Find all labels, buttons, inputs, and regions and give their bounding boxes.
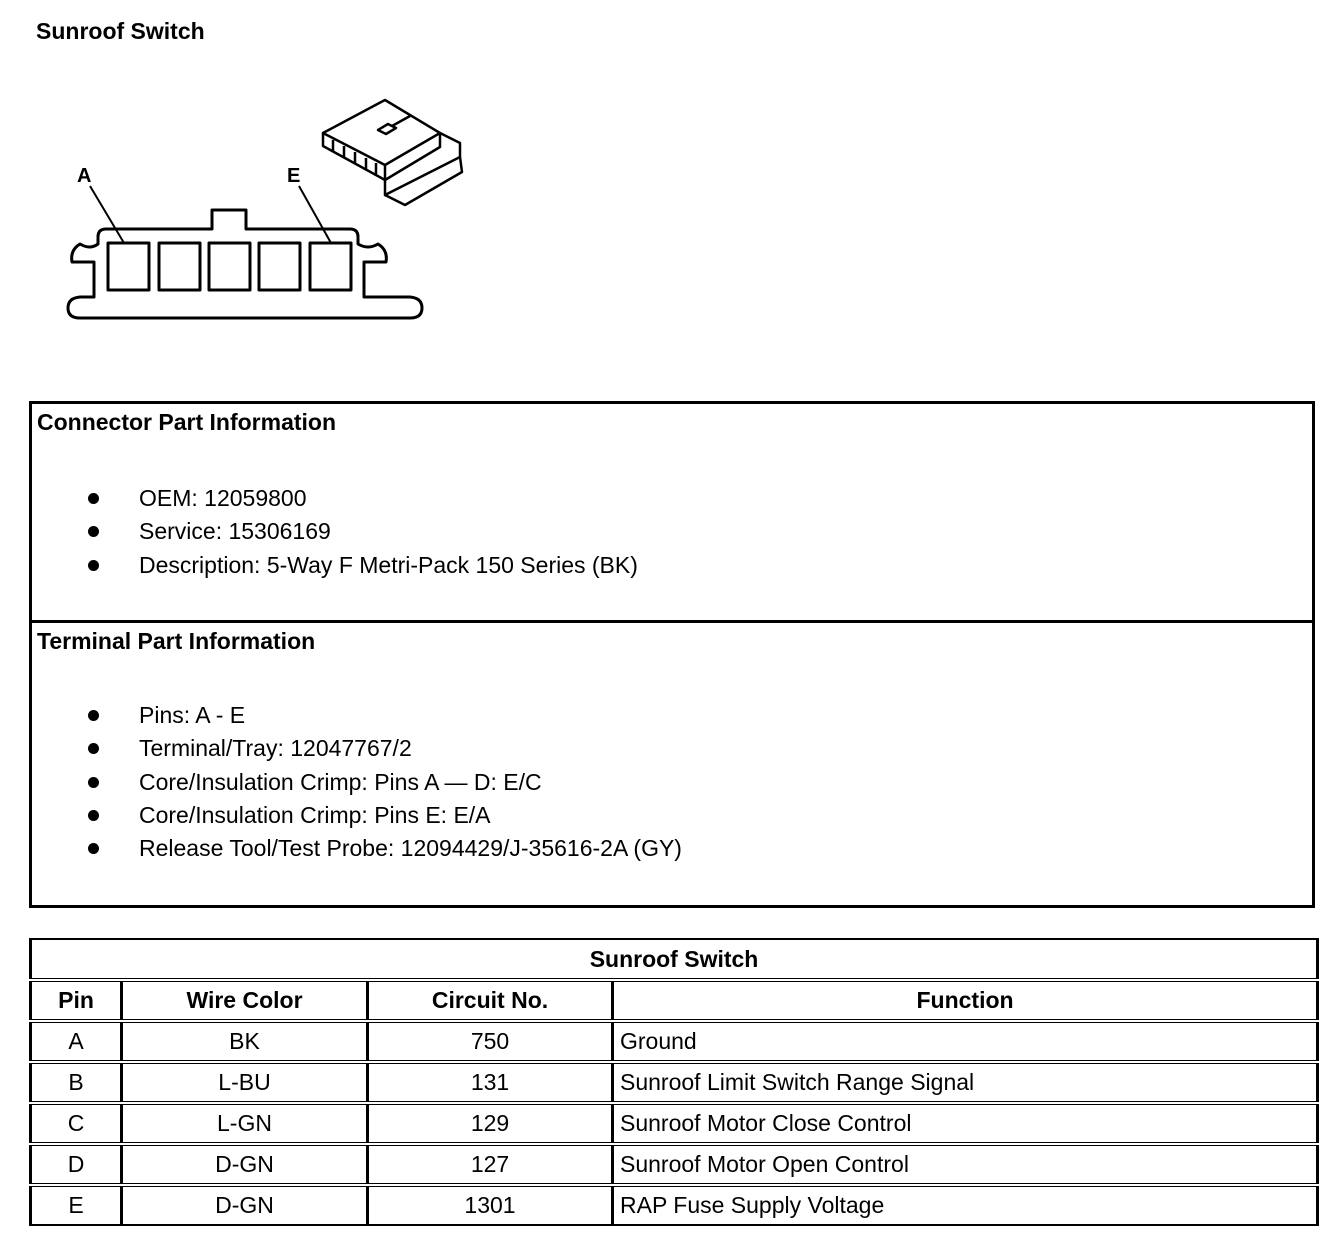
column-header-wire-color: Wire Color xyxy=(122,980,368,1021)
table-row xyxy=(31,1144,1318,1185)
connector-part-info-heading: Connector Part Information xyxy=(37,409,337,435)
terminal-part-info-heading: Terminal Part Information xyxy=(37,628,316,654)
circuit-no-cell: 127 xyxy=(368,1144,613,1185)
cavity-a xyxy=(108,243,149,290)
connector-part-info-section: Connector Part Information OEM: 12059800 Service: 15306169 Description: 5-Way F Metri-Pack 150 Series (BK) xyxy=(32,404,1312,623)
pin-table xyxy=(29,938,1319,1226)
column-header-function: Function xyxy=(613,980,1318,1021)
table-title-row xyxy=(31,939,1318,980)
bullet-icon xyxy=(88,743,99,754)
wire-color-cell: L-BU xyxy=(122,1062,368,1103)
leader-line-a xyxy=(90,186,124,243)
wire-color-cell: D-GN xyxy=(122,1144,368,1185)
terminal-part-info-section: Terminal Part Information Pins: A - E Terminal/Tray: 12047767/2 Core/Insulation Crimp: Pins A — D: E/C Core/Insulation Crimp: Pins E: E/A Release Tool/Test Probe: 12094429/J-35616-2A (GY) xyxy=(37,628,682,862)
part-info-box xyxy=(29,401,1315,908)
function-cell: Sunroof Limit Switch Range Signal xyxy=(613,1062,1318,1103)
cavity-d xyxy=(259,243,300,290)
pin-cell: E xyxy=(31,1185,122,1225)
cavity-c xyxy=(209,243,250,290)
cavity-e xyxy=(310,243,351,290)
cavity-b xyxy=(159,243,200,290)
circuit-no-cell: 129 xyxy=(368,1103,613,1144)
page-title: Sunroof Switch xyxy=(36,18,205,44)
pin-label-a: A xyxy=(77,165,92,187)
bullet-icon xyxy=(88,710,99,721)
column-header-circuit-no: Circuit No. xyxy=(368,980,613,1021)
pin-cell: B xyxy=(31,1062,122,1103)
table-row xyxy=(31,1021,1318,1062)
connector-isometric-icon xyxy=(323,100,462,205)
bullet-icon xyxy=(88,843,99,854)
function-cell: Ground xyxy=(613,1021,1318,1062)
bullet-icon xyxy=(88,560,99,571)
wire-color-cell: L-GN xyxy=(122,1103,368,1144)
pin-cell: C xyxy=(31,1103,122,1144)
bullet-icon xyxy=(88,777,99,788)
table-row xyxy=(31,1185,1318,1225)
table-title: Sunroof Switch xyxy=(31,939,1318,980)
connector-face-outline xyxy=(68,210,422,318)
table-row xyxy=(31,1062,1318,1103)
bullet-icon xyxy=(88,493,99,504)
function-cell: RAP Fuse Supply Voltage xyxy=(613,1185,1318,1225)
pin-cell: D xyxy=(31,1144,122,1185)
column-header-pin: Pin xyxy=(31,980,122,1021)
pin-cell: A xyxy=(31,1021,122,1062)
leader-line-e xyxy=(299,186,331,243)
wire-color-cell: D-GN xyxy=(122,1185,368,1225)
table-header-row xyxy=(31,980,1318,1021)
circuit-no-cell: 750 xyxy=(368,1021,613,1062)
function-cell: Sunroof Motor Open Control xyxy=(613,1144,1318,1185)
wire-color-cell: BK xyxy=(122,1021,368,1062)
function-cell: Sunroof Motor Close Control xyxy=(613,1103,1318,1144)
bullet-icon xyxy=(88,526,99,537)
connector-diagram xyxy=(0,0,520,340)
circuit-no-cell: 131 xyxy=(368,1062,613,1103)
bullet-icon xyxy=(88,810,99,821)
table-row xyxy=(31,1103,1318,1144)
circuit-no-cell: 1301 xyxy=(368,1185,613,1225)
pin-label-e: E xyxy=(287,165,301,187)
